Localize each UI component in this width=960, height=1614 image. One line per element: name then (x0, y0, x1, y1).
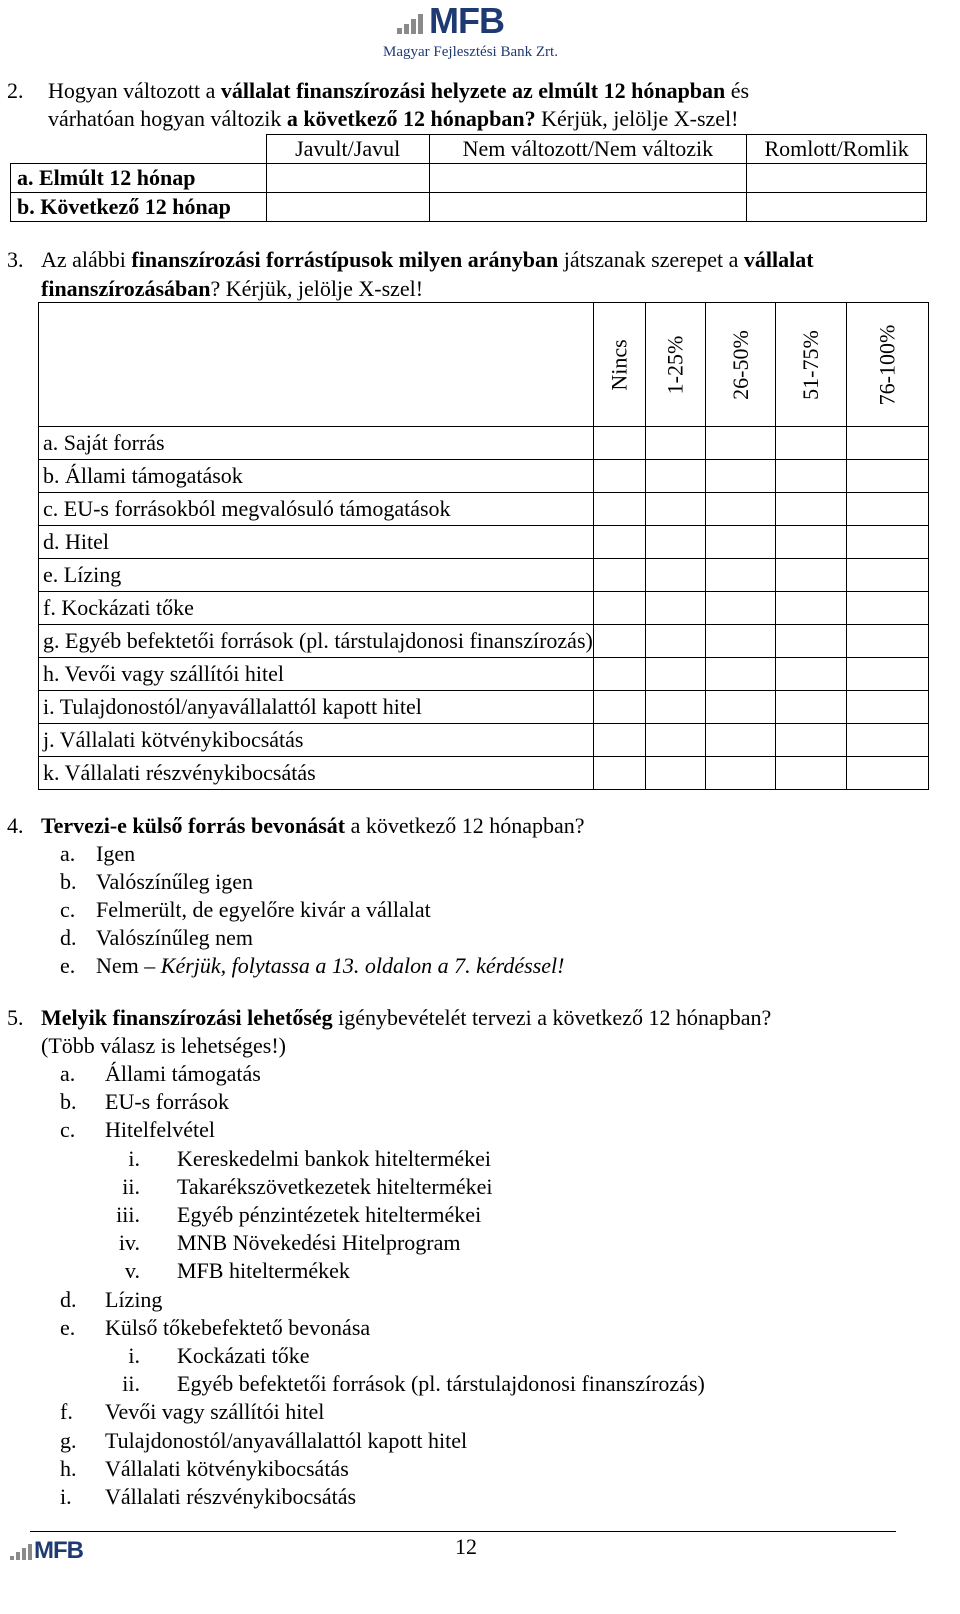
q3-col-label: 26-50% (727, 329, 753, 400)
q3-answer-cell[interactable] (847, 526, 929, 559)
q4-bold: Tervezi-e külső forrás bevonását (41, 813, 346, 838)
q5-option-marker: c. (60, 1117, 76, 1143)
q3-answer-cell[interactable] (847, 625, 929, 658)
q5-sub-option[interactable]: Takarékszövetkezetek hiteltermékei (177, 1173, 493, 1199)
q5-option-marker: f. (60, 1399, 73, 1425)
q3-answer-cell[interactable] (847, 427, 929, 460)
footer-logo-text: MFB (34, 1537, 83, 1564)
q2-number: 2. (7, 78, 24, 103)
q2-table (10, 134, 927, 222)
q3-line1-bold1: finanszírozási forrástípusok milyen arányban (131, 247, 559, 272)
q3-answer-cell[interactable] (776, 460, 847, 493)
q3-answer-cell[interactable] (705, 493, 776, 526)
q3-answer-cell[interactable] (847, 460, 929, 493)
q3-col-76-100 (847, 303, 929, 427)
footer-rule (30, 1531, 896, 1532)
footer-logo (10, 1538, 100, 1568)
q3-answer-cell[interactable] (646, 658, 706, 691)
q5-option[interactable]: Vevői vagy szállítói hitel (105, 1399, 325, 1425)
q3-answer-cell[interactable] (593, 658, 645, 691)
q2-line1-part1: Hogyan változott a (48, 78, 221, 103)
q3-answer-cell[interactable] (593, 493, 645, 526)
q3-answer-cell[interactable] (705, 757, 776, 790)
q3-col-label: 76-100% (874, 324, 900, 405)
q3-line1-part2: játszanak szerepet a (558, 247, 744, 272)
q3-line1-bold2: vállalat (743, 247, 814, 272)
q5-options (0, 1060, 960, 1520)
q3-answer-cell[interactable] (593, 625, 645, 658)
q3-answer-cell[interactable] (646, 625, 706, 658)
q2-answer-cell[interactable] (429, 164, 747, 193)
q5-option[interactable]: Vállalati kötvénykibocsátás (105, 1455, 349, 1481)
q3-row (39, 658, 929, 691)
q5-sub-option[interactable]: MFB hiteltermékek (177, 1258, 350, 1284)
q2-row-past (11, 164, 927, 193)
q3-answer-cell[interactable] (847, 559, 929, 592)
q5-option[interactable]: Lízing (105, 1286, 163, 1312)
q5-sub-option[interactable]: Kockázati tőke (177, 1343, 310, 1368)
header-logo (383, 0, 563, 64)
q3-answer-cell[interactable] (776, 658, 847, 691)
q5-option-marker: b. (60, 1089, 77, 1115)
q3-answer-cell[interactable] (593, 460, 645, 493)
q3-answer-cell[interactable] (705, 592, 776, 625)
q3-answer-cell[interactable] (847, 493, 929, 526)
q5-option-marker: i. (128, 1343, 140, 1368)
q3-col-label: 51-75% (798, 329, 824, 400)
q2-answer-cell[interactable] (429, 193, 747, 222)
q5-option-marker: ii. (122, 1371, 140, 1397)
q5-option-marker: v. (124, 1258, 140, 1284)
q4-option[interactable]: Igen (96, 841, 136, 866)
q3-row-label: f. Kockázati tőke (39, 592, 594, 625)
q3-answer-cell[interactable] (705, 427, 776, 460)
q3-answer-cell[interactable] (705, 559, 776, 592)
q2-answer-cell[interactable] (266, 164, 429, 193)
q2-line2-part2: Kérjük, jelölje X-szel! (535, 106, 739, 131)
q4-question (41, 812, 585, 840)
q3-row (39, 427, 929, 460)
q4-option-marker: d. (60, 925, 77, 950)
q3-line1-part1: Az alábbi (41, 247, 132, 272)
q3-answer-cell[interactable] (646, 691, 706, 724)
q3-row (39, 460, 929, 493)
q5-sub-option[interactable]: MNB Növekedési Hitelprogram (177, 1230, 461, 1256)
q3-row (39, 493, 929, 526)
q3-row-label: i. Tulajdonostól/anyavállalattól kapott hitel (39, 691, 594, 724)
q3-col-label: Nincs (606, 338, 632, 391)
q5-question (41, 1004, 771, 1032)
q3-answer-cell[interactable] (847, 691, 929, 724)
q3-row-label: b. Állami támogatások (39, 460, 594, 493)
q3-line2 (41, 275, 423, 303)
q3-answer-cell[interactable] (646, 460, 706, 493)
q2-answer-cell[interactable] (747, 164, 927, 193)
q3-col-51-75 (776, 303, 847, 427)
q3-row-label: k. Vállalati részvénykibocsátás (39, 757, 594, 790)
q4-option-text: Nem – (96, 953, 161, 978)
q3-answer-cell[interactable] (847, 757, 929, 790)
q3-answer-cell[interactable] (646, 757, 706, 790)
q3-answer-cell[interactable] (593, 427, 645, 460)
q3-answer-cell[interactable] (705, 724, 776, 757)
q3-row-label: c. EU-s forrásokból megvalósuló támogatások (39, 493, 594, 526)
q5-sub-option[interactable]: Kereskedelmi bankok hiteltermékei (177, 1145, 491, 1171)
q3-answer-cell[interactable] (593, 559, 645, 592)
q3-answer-cell[interactable] (646, 724, 706, 757)
q2-line2-bold: a következő 12 hónapban? (286, 106, 536, 131)
q3-answer-cell[interactable] (705, 460, 776, 493)
logo-subtitle: Magyar Fejlesztési Bank Zrt. (383, 44, 558, 60)
q3-answer-cell[interactable] (646, 559, 706, 592)
q5-option-marker: i. (128, 1145, 140, 1171)
q3-line1 (41, 246, 930, 274)
q3-answer-cell[interactable] (705, 526, 776, 559)
q2-row-label: a. Elmúlt 12 hónap (11, 164, 267, 193)
q3-answer-cell[interactable] (776, 625, 847, 658)
q5-sub-option[interactable]: Egyéb befektetői források (pl. társtulajdonosi finanszírozás) (177, 1371, 705, 1397)
q2-line1-bold: vállalat finanszírozási helyzete az elmúlt 12 hónapban (220, 78, 726, 103)
q2-col-worsened: Romlott/Romlik (747, 135, 927, 164)
q3-answer-cell[interactable] (593, 691, 645, 724)
q3-row (39, 625, 929, 658)
q5-option-marker: d. (60, 1286, 77, 1312)
q2-line1 (48, 77, 930, 105)
q3-answer-cell[interactable] (776, 691, 847, 724)
q3-answer-cell[interactable] (776, 592, 847, 625)
q5-option[interactable]: Állami támogatás (105, 1061, 261, 1086)
q3-header-row (39, 303, 929, 427)
q4-number: 4. (7, 813, 24, 838)
q3-answer-cell[interactable] (705, 658, 776, 691)
q4-option-marker: a. (60, 841, 76, 866)
q3-answer-cell[interactable] (847, 592, 929, 625)
q2-answer-cell[interactable] (747, 193, 927, 222)
q3-row (39, 526, 929, 559)
q3-line2-part1: ? Kérjük, jelölje X-szel! (210, 276, 424, 301)
q3-col-26-50 (705, 303, 776, 427)
q3-answer-cell[interactable] (776, 526, 847, 559)
q3-answer-cell[interactable] (646, 526, 706, 559)
q2-answer-cell[interactable] (266, 193, 429, 222)
q2-col-unchanged: Nem változott/Nem változik (429, 135, 747, 164)
q5-option-marker: iv. (118, 1230, 140, 1256)
q3-answer-cell[interactable] (593, 592, 645, 625)
q5-rest: igénybevételét tervezi a következő 12 hónapban? (332, 1005, 772, 1030)
q5-option-marker: iii. (116, 1202, 140, 1227)
q3-answer-cell[interactable] (593, 724, 645, 757)
q3-col-label: 1-25% (662, 335, 688, 394)
q5-option[interactable]: Tulajdonostól/anyavállalattól kapott hitel (105, 1427, 468, 1453)
q2-row-label: b. Következő 12 hónap (11, 193, 267, 222)
q4-option-instruction: Kérjük, folytassa a 13. oldalon a 7. kérdéssel! (160, 953, 565, 978)
q5-hint: (Több válasz is lehetséges!) (41, 1033, 286, 1058)
q3-answer-cell[interactable] (776, 559, 847, 592)
page-number: 12 (455, 1534, 477, 1559)
q5-option[interactable]: Külső tőkebefektető bevonása (105, 1314, 371, 1340)
q4-option[interactable]: Felmerült, de egyelőre kivár a vállalat (96, 897, 431, 922)
q5-option[interactable]: Hitelfelvétel (105, 1117, 215, 1143)
q4-option[interactable]: Valószínűleg igen (96, 869, 254, 894)
logo-text: MFB (429, 0, 504, 41)
q4-option-marker: c. (60, 897, 76, 922)
q2-col-improved: Javult/Javul (266, 135, 429, 164)
q3-row (39, 724, 929, 757)
q3-row (39, 691, 929, 724)
q5-option-marker: e. (60, 1314, 76, 1340)
q3-col-none (593, 303, 645, 427)
q5-bold: Melyik finanszírozási lehetőség (41, 1005, 333, 1030)
q2-line1-part2: és (725, 78, 750, 103)
q4-rest: a következő 12 hónapban? (345, 813, 585, 838)
q3-answer-cell[interactable] (776, 757, 847, 790)
q5-option-marker: i. (60, 1484, 72, 1509)
q4-option[interactable]: Valószínűleg nem (96, 925, 254, 950)
q3-line2-bold: finanszírozásában (41, 276, 211, 301)
q5-option[interactable]: EU-s források (105, 1089, 230, 1115)
q5-option-marker: g. (60, 1427, 77, 1453)
q3-answer-cell[interactable] (776, 493, 847, 526)
q5-option-marker: ii. (122, 1173, 140, 1199)
q3-row-label: a. Saját forrás (39, 427, 594, 460)
q3-answer-cell[interactable] (847, 658, 929, 691)
q5-sub-option[interactable]: Egyéb pénzintézetek hiteltermékei (177, 1202, 482, 1227)
q3-row-label: d. Hitel (39, 526, 594, 559)
q5-option-marker: a. (60, 1061, 76, 1086)
q2-empty-corner (11, 135, 267, 164)
q3-table (38, 302, 929, 790)
q3-empty-corner (39, 303, 594, 427)
q3-answer-cell[interactable] (593, 526, 645, 559)
q3-answer-cell[interactable] (646, 493, 706, 526)
q3-row (39, 592, 929, 625)
q5-number: 5. (7, 1005, 24, 1030)
q3-answer-cell[interactable] (705, 691, 776, 724)
q3-row-label: e. Lízing (39, 559, 594, 592)
q2-header-row (11, 135, 927, 164)
q5-option-marker: h. (60, 1455, 77, 1481)
q3-row-label: j. Vállalati kötvénykibocsátás (39, 724, 594, 757)
logo-bars-icon (397, 12, 429, 34)
q2-row-next (11, 193, 927, 222)
q5-option[interactable]: Vállalati részvénykibocsátás (105, 1484, 357, 1509)
q3-row-label: h. Vevői vagy szállítói hitel (39, 658, 594, 691)
q3-answer-cell[interactable] (593, 757, 645, 790)
q3-col-1-25 (646, 303, 706, 427)
q3-answer-cell[interactable] (705, 625, 776, 658)
q4-option-marker: e. (60, 953, 76, 978)
q3-number: 3. (7, 247, 24, 272)
q2-line2 (48, 105, 738, 133)
q3-row-label: g. Egyéb befektetői források (pl. társtulajdonosi finanszírozás) (39, 625, 594, 658)
q2-line2-part1: várhatóan hogyan változik (48, 106, 287, 131)
q4-option-marker: b. (60, 869, 77, 894)
q3-answer-cell[interactable] (646, 427, 706, 460)
q3-answer-cell[interactable] (776, 724, 847, 757)
footer-logo-bars-icon (10, 1544, 34, 1560)
q3-row (39, 757, 929, 790)
q3-answer-cell[interactable] (646, 592, 706, 625)
q3-answer-cell[interactable] (776, 427, 847, 460)
q3-row (39, 559, 929, 592)
q4-option[interactable] (96, 952, 564, 980)
q3-answer-cell[interactable] (847, 724, 929, 757)
